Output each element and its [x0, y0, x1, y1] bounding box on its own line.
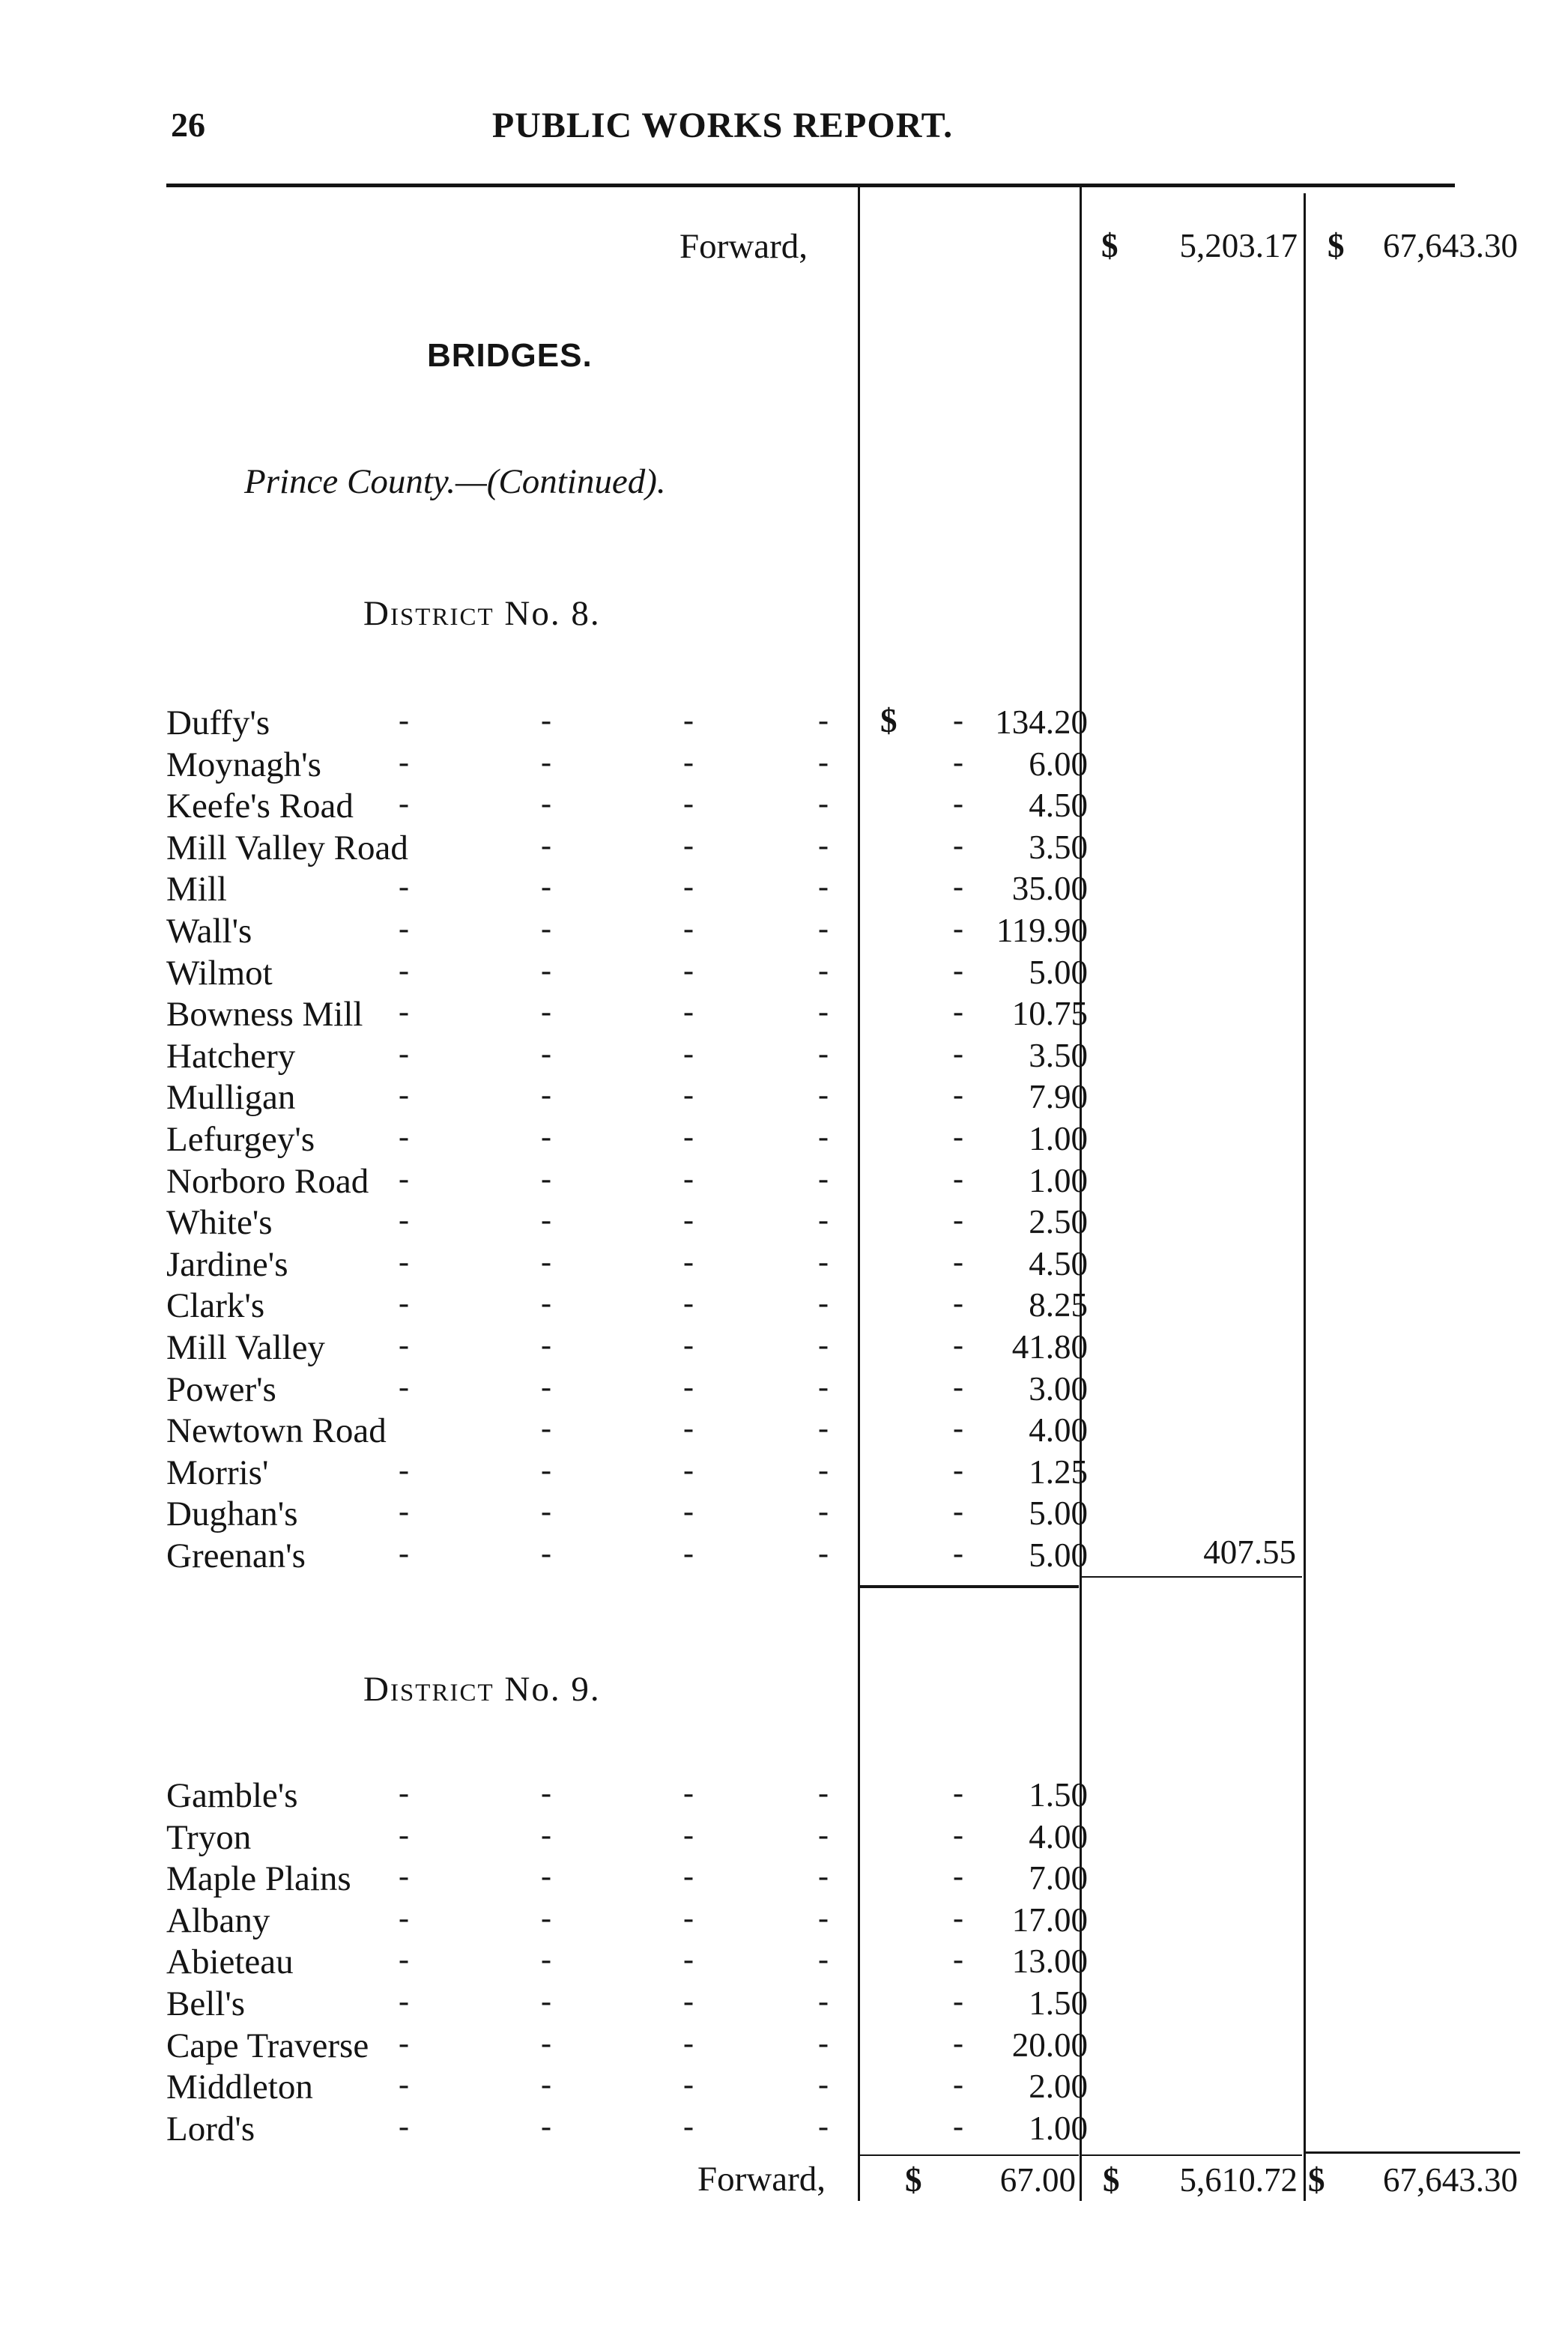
leader-dash: -	[818, 2026, 829, 2061]
list-item	[166, 869, 1088, 911]
item-amount: 5.00	[1029, 1536, 1088, 1574]
leader-dash: -	[541, 1036, 551, 1071]
leader-dash: -	[818, 1328, 829, 1363]
leader-dash: -	[399, 1901, 409, 1936]
leader-dash: -	[399, 1036, 409, 1071]
leader-dash: -	[541, 2068, 551, 2103]
leader-dash: -	[953, 1494, 963, 1530]
leader-dash: -	[399, 2026, 409, 2061]
leader-dash: -	[683, 1286, 694, 1321]
list-item	[166, 2026, 1088, 2068]
column-rule-3	[1304, 193, 1306, 2201]
leader-dash: -	[541, 912, 551, 946]
leader-dash: -	[818, 1244, 829, 1279]
leader-dash: -	[818, 2068, 829, 2103]
leader-dash: -	[818, 1411, 829, 1447]
item-amount: 3.00	[1029, 1369, 1088, 1408]
list-item	[166, 1817, 1088, 1859]
leader-dash: -	[399, 1859, 409, 1895]
leader-dash: -	[541, 1411, 551, 1447]
leader-dash: -	[683, 1859, 694, 1895]
item-name: Mill	[166, 870, 227, 909]
item-amount: 20.00	[1011, 2026, 1088, 2064]
leader-dash: -	[818, 745, 829, 780]
item-amount: 5.00	[1029, 953, 1088, 991]
leader-dash: -	[953, 1161, 963, 1196]
leader-dash: -	[541, 1453, 551, 1488]
forward-top-col4-dollar: $	[1328, 227, 1345, 264]
leader-dash: -	[683, 953, 694, 988]
item-amount: 17.00	[1011, 1901, 1088, 1939]
leader-dash: -	[953, 1984, 963, 2019]
district-9-heading	[363, 1669, 601, 1709]
forward-top-col3-dollar: $	[1101, 227, 1119, 264]
leader-dash: -	[399, 2109, 409, 2144]
item-amount: 1.50	[1029, 1776, 1088, 1814]
leader-dash: -	[541, 703, 551, 738]
item-name: Greenan's	[166, 1536, 306, 1575]
item-name: Tryon	[166, 1817, 252, 1857]
leader-dash: -	[683, 995, 694, 1030]
header-rule	[166, 184, 1455, 187]
leader-dash: -	[953, 1942, 963, 1978]
page-number: 26	[171, 106, 205, 144]
leader-dash: -	[818, 1859, 829, 1895]
leader-dash: -	[683, 1078, 694, 1113]
leader-dash: -	[399, 1120, 409, 1154]
leader-dash: -	[683, 870, 694, 905]
forward-bottom-col2-amount: 67.00	[999, 2161, 1076, 2199]
leader-dash: -	[683, 1494, 694, 1530]
leader-dash: -	[541, 787, 551, 822]
bottom-col3-rule	[1082, 2154, 1302, 2156]
leader-dash: -	[953, 995, 963, 1030]
leader-dash: -	[399, 1817, 409, 1853]
district-8-col2-rule	[860, 1585, 1079, 1588]
leader-dash: -	[399, 1203, 409, 1238]
item-name: Lefurgey's	[166, 1120, 315, 1159]
list-item	[166, 2109, 1088, 2151]
list-item	[166, 1244, 1088, 1286]
forward-bottom-col3-dollar: $	[1103, 2161, 1120, 2199]
leader-dash: -	[953, 703, 963, 738]
leader-dash: -	[683, 1244, 694, 1279]
leader-dash: -	[683, 828, 694, 863]
list-item	[166, 1536, 1088, 1578]
leader-dash: -	[818, 1078, 829, 1113]
leader-dash: -	[683, 2026, 694, 2061]
leader-dash: -	[683, 1536, 694, 1571]
leader-dash: -	[683, 912, 694, 946]
forward-bottom-col2-dollar: $	[905, 2161, 922, 2199]
item-amount: 13.00	[1011, 1942, 1088, 1981]
list-item	[166, 1984, 1088, 2026]
leader-dash: -	[953, 1120, 963, 1154]
leader-dash: -	[541, 1901, 551, 1936]
leader-dash: -	[399, 1369, 409, 1405]
leader-dash: -	[541, 1203, 551, 1238]
item-amount: 4.00	[1029, 1817, 1088, 1856]
item-amount: 7.00	[1029, 1859, 1088, 1898]
page-header	[166, 105, 1455, 153]
leader-dash: -	[953, 828, 963, 863]
list-item	[166, 1161, 1088, 1203]
leader-dash: -	[818, 1984, 829, 2019]
leader-dash: -	[541, 1984, 551, 2019]
item-name: Wilmot	[166, 953, 273, 993]
leader-dash: -	[818, 2109, 829, 2144]
item-amount: 6.00	[1029, 745, 1088, 783]
item-name: Bell's	[166, 1984, 246, 2023]
list-item	[166, 1942, 1088, 1984]
list-item	[166, 1036, 1088, 1078]
list-item	[166, 1202, 1088, 1244]
leader-dash: -	[818, 1776, 829, 1811]
district-8-word: District	[363, 594, 494, 633]
forward-label-bottom: Forward,	[697, 2160, 826, 2199]
item-name: Duffy's	[166, 703, 270, 742]
item-amount: 1.50	[1029, 1984, 1088, 2022]
list-item	[166, 994, 1088, 1036]
leader-dash: -	[399, 787, 409, 822]
item-amount: 1.00	[1029, 1120, 1088, 1157]
list-item	[166, 1494, 1088, 1536]
item-name: Gamble's	[166, 1776, 298, 1815]
forward-bottom-col3-amount: 5,610.72	[1179, 2161, 1298, 2199]
leader-dash: -	[953, 2068, 963, 2103]
leader-dash: -	[541, 1328, 551, 1363]
leader-dash: -	[953, 1036, 963, 1071]
page-title: PUBLIC WORKS REPORT.	[491, 106, 954, 145]
item-name: Wall's	[166, 912, 252, 951]
item-name: Power's	[166, 1369, 276, 1409]
leader-dash: -	[683, 1411, 694, 1447]
leader-dash: -	[541, 1286, 551, 1321]
leader-dash: -	[541, 1942, 551, 1978]
item-amount: 7.90	[1029, 1078, 1088, 1116]
item-amount: 3.50	[1029, 1036, 1088, 1074]
list-item	[166, 1775, 1088, 1817]
leader-dash: -	[541, 1776, 551, 1811]
leader-dash: -	[399, 1776, 409, 1811]
list-item	[166, 1077, 1088, 1119]
leader-dash: -	[399, 1244, 409, 1279]
item-name: Dughan's	[166, 1494, 298, 1534]
leader-dash: -	[683, 1203, 694, 1238]
leader-dash: -	[683, 1453, 694, 1488]
leader-dash: -	[541, 1161, 551, 1196]
item-amount: 1.25	[1029, 1453, 1088, 1491]
leader-dash: -	[953, 2026, 963, 2061]
leader-dash: -	[953, 953, 963, 988]
item-name: Cape Traverse	[166, 2026, 369, 2065]
leader-dash: -	[541, 1817, 551, 1853]
item-name: Abieteau	[166, 1942, 294, 1982]
leader-dash: -	[541, 1078, 551, 1113]
leader-dash: -	[953, 1536, 963, 1571]
leader-dash: -	[541, 1244, 551, 1279]
district-9-word: District	[363, 1670, 494, 1709]
leader-dash: -	[818, 1203, 829, 1238]
item-amount: 1.00	[1029, 1161, 1088, 1199]
leader-dash: -	[399, 1286, 409, 1321]
item-name: Clark's	[166, 1286, 265, 1326]
list-item	[166, 745, 1088, 787]
leader-dash: -	[953, 912, 963, 946]
leader-dash: -	[953, 870, 963, 905]
leader-dash: -	[399, 745, 409, 780]
leader-dash: -	[683, 703, 694, 738]
item-name: Newtown Road	[166, 1411, 387, 1451]
leader-dash: -	[683, 1776, 694, 1811]
item-amount: 35.00	[1011, 870, 1088, 908]
leader-dash: -	[683, 1120, 694, 1154]
item-amount: 4.50	[1029, 787, 1088, 825]
leader-dash: -	[541, 1369, 551, 1405]
item-amount: 1.00	[1029, 2109, 1088, 2147]
leader-dash: -	[953, 787, 963, 822]
district-8-total: 407.55	[1203, 1533, 1296, 1571]
item-name: Middleton	[166, 2068, 313, 2107]
leader-dash: -	[818, 1161, 829, 1196]
section-title: BRIDGES.	[427, 337, 593, 374]
leader-dash: -	[683, 1161, 694, 1196]
leader-dash: -	[541, 745, 551, 780]
item-name: Jardine's	[166, 1244, 288, 1284]
item-name: Mill Valley	[166, 1328, 325, 1367]
leader-dash: -	[953, 2109, 963, 2144]
leader-dash: -	[399, 995, 409, 1030]
item-amount: 4.50	[1029, 1244, 1088, 1282]
leader-dash: -	[399, 1494, 409, 1530]
leader-dash: -	[818, 953, 829, 988]
leader-dash: -	[953, 1244, 963, 1279]
leader-dash: -	[818, 1901, 829, 1936]
leader-dash: -	[818, 995, 829, 1030]
item-name: Albany	[166, 1901, 270, 1940]
district-8-number: No. 8.	[504, 594, 601, 633]
item-amount: 2.50	[1029, 1203, 1088, 1241]
list-item	[166, 1285, 1088, 1327]
leader-dash: -	[818, 1286, 829, 1321]
leader-dash: -	[818, 1536, 829, 1571]
item-name: Moynagh's	[166, 745, 321, 784]
leader-dash: -	[953, 1859, 963, 1895]
leader-dash: -	[541, 1120, 551, 1154]
list-item	[166, 1119, 1088, 1161]
leader-dash: -	[953, 1078, 963, 1113]
leader-dash: -	[541, 1859, 551, 1895]
leader-dash: -	[541, 995, 551, 1030]
list-item	[166, 1411, 1088, 1453]
list-item	[166, 1369, 1088, 1411]
list-item	[166, 2067, 1088, 2109]
leader-dash: -	[683, 745, 694, 780]
list-item	[166, 1453, 1088, 1494]
list-item	[166, 703, 1088, 745]
item-name: Bowness Mill	[166, 995, 363, 1035]
leader-dash: -	[953, 1411, 963, 1447]
leader-dash: -	[399, 2068, 409, 2103]
leader-dash: -	[399, 912, 409, 946]
leader-dash: -	[818, 828, 829, 863]
item-amount: 134.20	[995, 703, 1088, 741]
bottom-col2-rule	[860, 2154, 1079, 2156]
list-item	[166, 1859, 1088, 1901]
leader-dash: -	[541, 1536, 551, 1571]
district-8-first-dollar: $	[880, 702, 897, 739]
leader-dash: -	[541, 1494, 551, 1530]
leader-dash: -	[953, 1286, 963, 1321]
leader-dash: -	[818, 1369, 829, 1405]
leader-dash: -	[399, 1161, 409, 1196]
item-name: Lord's	[166, 2109, 255, 2148]
list-item	[166, 1327, 1088, 1369]
leader-dash: -	[399, 1078, 409, 1113]
leader-dash: -	[683, 2109, 694, 2144]
item-name: Norboro Road	[166, 1161, 369, 1201]
leader-dash: -	[683, 1036, 694, 1071]
leader-dash: -	[818, 703, 829, 738]
leader-dash: -	[953, 1776, 963, 1811]
item-name: White's	[166, 1203, 273, 1243]
leader-dash: -	[399, 870, 409, 905]
leader-dash: -	[818, 1120, 829, 1154]
leader-dash: -	[399, 703, 409, 738]
leader-dash: -	[399, 953, 409, 988]
leader-dash: -	[818, 1942, 829, 1978]
leader-dash: -	[683, 1984, 694, 2019]
leader-dash: -	[683, 1328, 694, 1363]
leader-dash: -	[953, 1453, 963, 1488]
leader-dash: -	[399, 1453, 409, 1488]
item-amount: 3.50	[1029, 828, 1088, 866]
leader-dash: -	[818, 870, 829, 905]
leader-dash: -	[541, 828, 551, 863]
item-name: Keefe's Road	[166, 787, 354, 826]
item-amount: 119.90	[996, 912, 1088, 949]
forward-label-top: Forward,	[679, 227, 808, 266]
list-item	[166, 1901, 1088, 1942]
leader-dash: -	[683, 1901, 694, 1936]
item-name: Mill Valley Road	[166, 828, 408, 867]
forward-bottom-col4-amount: 67,643.30	[1383, 2161, 1518, 2199]
item-amount: 2.00	[1029, 2068, 1088, 2106]
leader-dash: -	[399, 1984, 409, 2019]
district-9-number: No. 9.	[504, 1670, 601, 1709]
leader-dash: -	[818, 912, 829, 946]
leader-dash: -	[683, 1817, 694, 1853]
item-name: Maple Plains	[166, 1859, 351, 1899]
leader-dash: -	[953, 1203, 963, 1238]
leader-dash: -	[953, 1901, 963, 1936]
list-item	[166, 911, 1088, 953]
leader-dash: -	[953, 1817, 963, 1853]
leader-dash: -	[818, 1453, 829, 1488]
district-8-heading	[363, 593, 601, 634]
leader-dash: -	[399, 1328, 409, 1363]
forward-top-col4-amount: 67,643.30	[1383, 227, 1518, 264]
item-amount: 10.75	[1011, 995, 1088, 1033]
item-amount: 41.80	[1011, 1328, 1088, 1366]
list-item	[166, 828, 1088, 870]
leader-dash: -	[541, 870, 551, 905]
leader-dash: -	[818, 1494, 829, 1530]
leader-dash: -	[953, 1328, 963, 1363]
leader-dash: -	[683, 1369, 694, 1405]
leader-dash: -	[818, 787, 829, 822]
leader-dash: -	[683, 1942, 694, 1978]
list-item	[166, 953, 1088, 995]
leader-dash: -	[399, 1536, 409, 1571]
item-amount: 5.00	[1029, 1494, 1088, 1533]
forward-top-col3-amount: 5,203.17	[1179, 227, 1298, 264]
leader-dash: -	[541, 2026, 551, 2061]
leader-dash: -	[399, 1942, 409, 1978]
list-item	[166, 786, 1088, 828]
bottom-col4-rule	[1306, 2151, 1520, 2154]
item-name: Morris'	[166, 1453, 269, 1492]
item-name: Hatchery	[166, 1036, 296, 1076]
leader-dash: -	[818, 1036, 829, 1071]
leader-dash: -	[953, 1369, 963, 1405]
leader-dash: -	[541, 953, 551, 988]
item-amount: 4.00	[1029, 1411, 1088, 1450]
district-8-col3-rule	[1082, 1576, 1302, 1578]
leader-dash: -	[683, 787, 694, 822]
item-name: Mulligan	[166, 1078, 296, 1118]
leader-dash: -	[683, 2068, 694, 2103]
item-amount: 8.25	[1029, 1286, 1088, 1324]
leader-dash: -	[541, 2109, 551, 2144]
leader-dash: -	[953, 745, 963, 780]
forward-bottom-col4-dollar: $	[1308, 2161, 1325, 2199]
leader-dash: -	[818, 1817, 829, 1853]
county-heading: Prince County.—(Continued).	[244, 462, 666, 501]
